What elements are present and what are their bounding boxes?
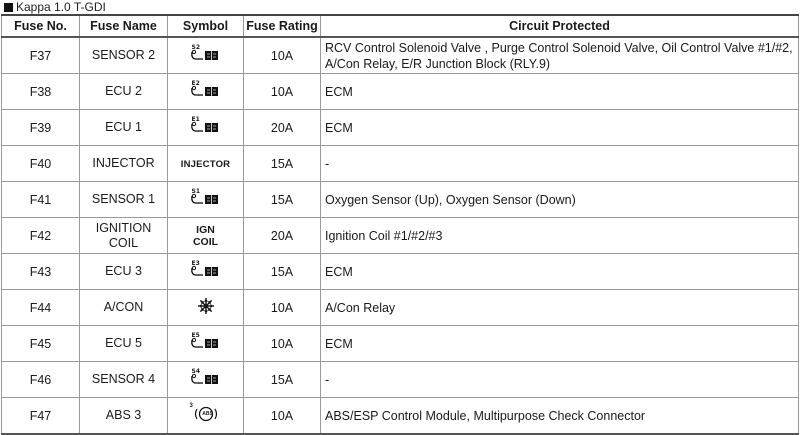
cell-fuse-name: SENSOR 4	[80, 362, 168, 398]
cell-circuit-protected: A/Con Relay	[321, 290, 799, 326]
cell-circuit-protected: ECM	[321, 110, 799, 146]
cell-fuse-rating: 15A	[244, 254, 321, 290]
cell-fuse-no: F40	[2, 146, 80, 182]
sensor-icon	[190, 369, 222, 387]
symbol-subscript: S2	[192, 44, 201, 51]
table-row	[2, 254, 799, 290]
cell-fuse-name: INJECTOR	[80, 146, 168, 182]
cell-fuse-rating: 10A	[244, 37, 321, 74]
header-circuit-protected: Circuit Protected	[321, 15, 799, 37]
table-caption	[0, 0, 800, 14]
cell-fuse-name: ECU 2	[80, 74, 168, 110]
cell-circuit-protected: RCV Control Solenoid Valve , Purge Control Solenoid Valve, Oil Control Valve #1/#2, A/Con Relay, E/R Junction Block (RLY.9)	[321, 37, 799, 74]
cell-symbol	[168, 74, 244, 110]
symbol-text: INJECTOR	[181, 159, 230, 170]
cell-fuse-rating: 10A	[244, 74, 321, 110]
symbol-subscript: E2	[192, 80, 200, 87]
cell-fuse-no: F43	[2, 254, 80, 290]
table-row	[2, 146, 799, 182]
header-symbol: Symbol	[168, 15, 244, 37]
header-fuse-name: Fuse Name	[80, 15, 168, 37]
cell-fuse-name: IGNITION COIL	[80, 218, 168, 254]
cell-fuse-name: ECU 3	[80, 254, 168, 290]
ecu-icon	[190, 117, 222, 135]
cell-fuse-rating: 10A	[244, 290, 321, 326]
cell-circuit-protected: ECM	[321, 254, 799, 290]
cell-symbol	[168, 182, 244, 218]
table-row	[2, 110, 799, 146]
abs-icon	[189, 405, 223, 423]
cell-fuse-no: F37	[2, 37, 80, 74]
cell-fuse-no: F39	[2, 110, 80, 146]
header-fuse-rating: Fuse Rating	[244, 15, 321, 37]
cell-fuse-no: F44	[2, 290, 80, 326]
table-body	[2, 37, 799, 434]
cell-symbol	[168, 146, 244, 182]
cell-fuse-no: F41	[2, 182, 80, 218]
cell-fuse-name: SENSOR 2	[80, 37, 168, 74]
abs-label: ABS	[189, 411, 223, 417]
cell-fuse-rating: 15A	[244, 146, 321, 182]
cell-symbol	[168, 37, 244, 74]
cell-symbol	[168, 290, 244, 326]
cell-fuse-no: F42	[2, 218, 80, 254]
table-row	[2, 290, 799, 326]
cell-symbol	[168, 362, 244, 398]
cell-circuit-protected: -	[321, 362, 799, 398]
cell-fuse-rating: 15A	[244, 182, 321, 218]
symbol-subscript: S1	[192, 188, 201, 195]
table-row	[2, 326, 799, 362]
symbol-subscript: 3	[190, 403, 193, 409]
snowflake-icon	[197, 297, 215, 315]
cell-fuse-no: F38	[2, 74, 80, 110]
header-row	[2, 15, 799, 37]
ecu-icon	[190, 261, 222, 279]
cell-symbol	[168, 326, 244, 362]
cell-symbol	[168, 218, 244, 254]
table-row	[2, 37, 799, 74]
cell-circuit-protected: ECM	[321, 74, 799, 110]
cell-fuse-rating: 10A	[244, 398, 321, 435]
symbol-subscript: S4	[192, 368, 201, 375]
symbol-subscript: E5	[192, 332, 200, 339]
cell-fuse-no: F46	[2, 362, 80, 398]
symbol-text: IGN COIL	[168, 224, 243, 248]
table-row	[2, 218, 799, 254]
cell-symbol	[168, 110, 244, 146]
sensor-icon	[190, 189, 222, 207]
cell-circuit-protected: Oxygen Sensor (Up), Oxygen Sensor (Down)	[321, 182, 799, 218]
cell-fuse-name: SENSOR 1	[80, 182, 168, 218]
table-row	[2, 398, 799, 435]
cell-fuse-name: ABS 3	[80, 398, 168, 435]
cell-fuse-no: F45	[2, 326, 80, 362]
cell-circuit-protected: -	[321, 146, 799, 182]
cell-fuse-no: F47	[2, 398, 80, 435]
fuse-table	[1, 14, 799, 435]
caption-text: Kappa 1.0 T-GDI	[16, 0, 106, 14]
cell-fuse-name: ECU 5	[80, 326, 168, 362]
ecu-icon	[190, 333, 222, 351]
cell-fuse-rating: 15A	[244, 362, 321, 398]
header-fuse-no: Fuse No.	[2, 15, 80, 37]
cell-fuse-rating: 20A	[244, 218, 321, 254]
table-row	[2, 182, 799, 218]
cell-circuit-protected: ABS/ESP Control Module, Multipurpose Check Connector	[321, 398, 799, 435]
cell-symbol	[168, 398, 244, 435]
cell-circuit-protected: ECM	[321, 326, 799, 362]
square-bullet-icon	[4, 3, 13, 12]
cell-fuse-rating: 20A	[244, 110, 321, 146]
ecu-icon	[190, 81, 222, 99]
sensor-icon	[190, 45, 222, 63]
symbol-subscript: E3	[192, 260, 200, 267]
cell-circuit-protected: Ignition Coil #1/#2/#3	[321, 218, 799, 254]
table-row	[2, 362, 799, 398]
table-row	[2, 74, 799, 110]
cell-fuse-name: ECU 1	[80, 110, 168, 146]
cell-symbol	[168, 254, 244, 290]
cell-fuse-name: A/CON	[80, 290, 168, 326]
symbol-subscript: E1	[192, 116, 200, 123]
cell-fuse-rating: 10A	[244, 326, 321, 362]
